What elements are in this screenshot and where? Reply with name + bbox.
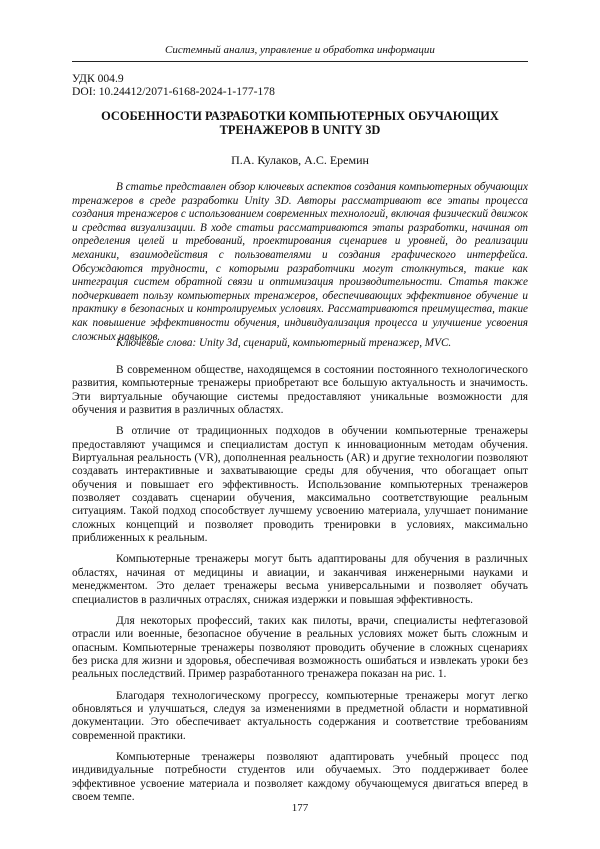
keywords: Ключевые слова: Unity 3d, сценарий, компьютерный тренажер, MVC. (116, 337, 452, 349)
body-text (72, 364, 528, 812)
udc-code: УДК 004.9 (72, 72, 124, 85)
body-paragraph: В современном обществе, находящемся в состоянии постоянного технологического развития, компьютерные тренажеры приобретают все большую актуальность и значимость. Эти виртуальные обучающие системы предоставляют уникальные возможности для обучения и развития в различных областях. (72, 364, 528, 417)
doi: DOI: 10.24412/2071-6168-2024-1-177-178 (72, 85, 275, 98)
abstract: В статье представлен обзор ключевых аспектов создания компьютерных обучающих тренажеров в среде разработки Unity 3D. Авторы рассматривают все этапы процесса создания тренажеров с использованием современных технологий, включая физический движок и средства визуализации. В ходе статьи рассматриваются этапы разработки, начиная от определения целей и требований, проектирования сценариев и уровней, до реализации механики, взаимодействия с пользователями и создания графического интерфейса. Обсуждаются трудности, с которыми разработчики могут столкнуться, такие как интеграция систем обратной связи и оптимизация производительности. Статья также подчеркивает пользу компьютерных тренажеров, обеспечивающих эффективное обучение и практику в безопасных и контролируемых условиях. Рассматриваются преимущества, такие как повышение эффективности обучения, индивидуализация процесса и улучшение усвоения сложных навыков. (72, 181, 528, 343)
page-number: 177 (291, 802, 309, 814)
body-paragraph: Для некоторых профессий, таких как пилоты, врачи, специалисты нефтегазовой отрасли или военные, безопасное обучение в реальных условиях может быть сложным и опасным. Компьютерные тренажеры позволяют проводить обучение в сложных сценариях без риска для жизни и здоровья, обеспечивая возможность ошибаться и извлекать уроки без реальных последствий. Пример разработанного тренажера показан на рис. 1. (72, 614, 528, 681)
body-paragraph: Благодаря технологическому прогрессу, компьютерные тренажеры могут легко обновляться и улучшаться, следуя за изменениями в предметной области и нормативной документации. Это обеспечивает актуальность содержания и соответствие требованиям современной практики. (72, 689, 528, 742)
body-paragraph: Компьютерные тренажеры могут быть адаптированы для обучения в различных областях, начиная от медицины и авиации, и заканчивая инженерными науками и менеджментом. Это делает тренажеры весьма универсальными и позволяет обучать специалистов в различных отраслях, снижая издержки и повышая эффективность. (72, 553, 528, 606)
title-line-1: ОСОБЕННОСТИ РАЗРАБОТКИ КОМПЬЮТЕРНЫХ ОБУЧАЮЩИХ (101, 109, 499, 123)
body-paragraph: В отличие от традиционных подходов в обучении компьютерные тренажеры предоставляют учащимся и специалистам доступ к инновационным методам обучения. Виртуальная реальность (VR), дополненная реальность (AR) и другие технологии позволяют создавать интерактивные и захватывающие среды для обучения, что обогащает опыт обучения и повышает его эффективность. Использование компьютерных тренажеров позволяет создавать сценарии обучения, максимально соответствующие реальным ситуациям. Такой подход способствует лучшему усвоению материала, улучшает понимание сложных концепций и позволяет проводить тренировки в условиях, максимально приближенных к реальным. (72, 425, 528, 545)
authors: П.А. Кулаков, А.С. Еремин (231, 153, 369, 167)
body-paragraph: Компьютерные тренажеры позволяют адаптировать учебный процесс под индивидуальные потребности студентов или обучаемых. Это поддерживает более эффективное усвоение материала и позволяет каждому обучающемуся двигаться вперед в своем темпе. (72, 750, 528, 803)
article-meta (72, 72, 275, 98)
title-line-2: ТРЕНАЖЕРОВ В UNITY 3D (219, 123, 381, 137)
article-title (72, 109, 528, 137)
running-head: Системный анализ, управление и обработка информации (72, 44, 528, 62)
